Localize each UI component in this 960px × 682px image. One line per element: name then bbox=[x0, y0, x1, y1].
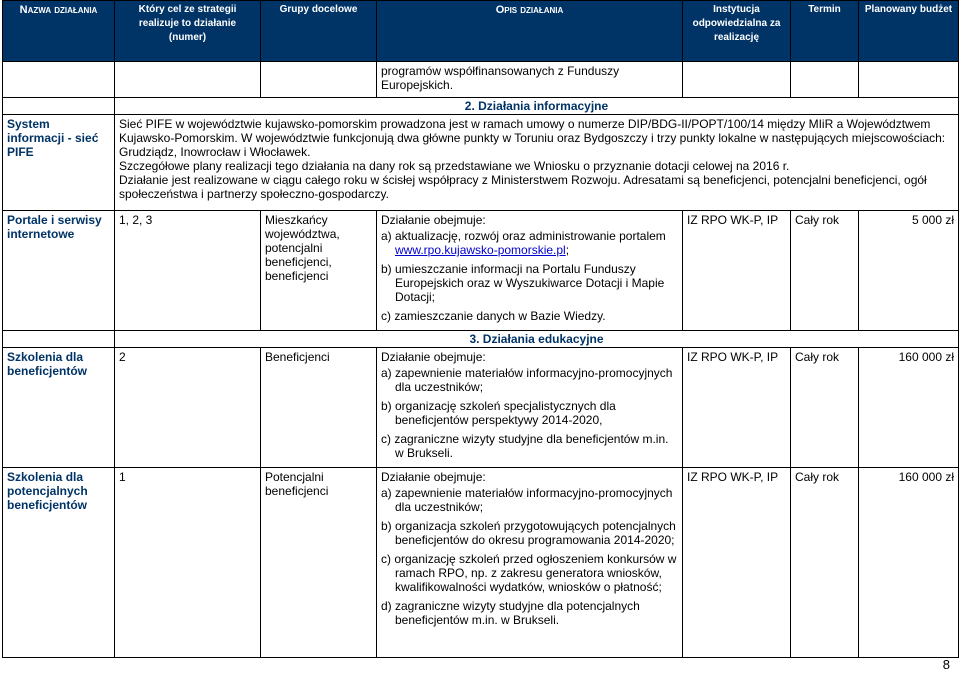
description-list bbox=[381, 229, 678, 323]
row-institution: IZ RPO WK-P, IP bbox=[683, 211, 791, 331]
description-lead: Działanie obejmuje: bbox=[381, 213, 486, 227]
cell-empty bbox=[3, 62, 115, 98]
row-target-groups: Beneficjenci bbox=[261, 348, 377, 468]
section-row bbox=[3, 98, 959, 115]
action-plan-table bbox=[2, 0, 959, 658]
row-description bbox=[377, 468, 683, 658]
table-header-row bbox=[3, 1, 959, 62]
cell-empty bbox=[791, 62, 859, 98]
row-term: Cały rok bbox=[791, 211, 859, 331]
list-item: d) zagraniczne wizyty studyjne dla potencjalnych beneficjentów m.in. w Brukseli. bbox=[381, 599, 640, 627]
portal-link[interactable]: www.rpo.kujawsko-pomorskie.pl bbox=[395, 243, 566, 257]
list-item: a) zapewnienie materiałów informacyjno-promocyjnych dla uczestników; bbox=[381, 366, 673, 394]
list-item-tail: ; bbox=[565, 243, 570, 257]
list-item: a) zapewnienie materiałów informacyjno-promocyjnych dla uczestników; bbox=[381, 486, 673, 514]
cell-empty bbox=[3, 331, 115, 348]
table-row bbox=[3, 348, 959, 468]
row-name-training-beneficiaries: Szkolenia dla beneficjentów bbox=[3, 348, 115, 468]
row-description bbox=[377, 211, 683, 331]
row-goal: 2 bbox=[115, 348, 261, 468]
cell-empty bbox=[683, 62, 791, 98]
list-item: c) zagraniczne wizyty studyjne dla beneficjentów m.in. w Brukseli. bbox=[381, 432, 669, 460]
row-budget: 5 000 zł bbox=[859, 211, 959, 331]
row-institution: IZ RPO WK-P, IP bbox=[683, 348, 791, 468]
section-row bbox=[3, 331, 959, 348]
header-budget: Planowany budżet bbox=[859, 1, 959, 62]
row-term: Cały rok bbox=[791, 468, 859, 658]
list-item: b) organizację szkoleń specjalistycznych dla beneficjentów perspektywy 2014-2020, bbox=[381, 399, 616, 427]
cell-empty bbox=[115, 62, 261, 98]
description-lead: Działanie obejmuje: bbox=[381, 350, 486, 364]
description-list bbox=[381, 486, 678, 627]
cell-empty bbox=[261, 62, 377, 98]
page-number: 8 bbox=[942, 657, 950, 672]
header-term: Termin bbox=[791, 1, 859, 62]
continuation-text: programów współfinansowanych z Funduszy Europejskich. bbox=[377, 62, 683, 98]
header-description: Opis działania bbox=[377, 1, 683, 62]
description-list bbox=[381, 366, 678, 460]
pife-description bbox=[115, 115, 959, 211]
row-goal: 1, 2, 3 bbox=[115, 211, 261, 331]
row-goal: 1 bbox=[115, 468, 261, 658]
pife-paragraph-1: Sieć PIFE w województwie kujawsko-pomorskim prowadzona jest w ramach umowy o numerze DIP/BDG-II/POPT/100/14 między MIiR a Województwem Kujawsko-Pomorskim. W województwie funkcjonują dwa główne punkty w Toruniu oraz Bydgoszczy i trzy punkty lokalne w następujących miejscowościach: Grudziądz, Inowrocław i Włocławek. bbox=[119, 117, 946, 159]
section-title-educational: 3. Działania edukacyjne bbox=[115, 331, 959, 348]
list-item bbox=[381, 229, 678, 257]
row-name-training-potential: Szkolenia dla potencjalnych beneficjentów bbox=[3, 468, 115, 658]
table-row bbox=[3, 62, 959, 98]
row-name-portals: Portale i serwisy internetowe bbox=[3, 211, 115, 331]
header-target-groups: Grupy docelowe bbox=[261, 1, 377, 62]
row-budget: 160 000 zł bbox=[859, 468, 959, 658]
cell-empty bbox=[859, 62, 959, 98]
header-goal: Który cel ze strategii realizuje to działanie (numer) bbox=[115, 1, 261, 62]
cell-empty bbox=[3, 98, 115, 115]
list-item-text: a) aktualizację, rozwój oraz administrowanie portalem bbox=[381, 229, 666, 243]
list-item: b) umieszczanie informacji na Portalu Funduszy Europejskich oraz w Wyszukiwarce Dotacji i Mapie Dotacji; bbox=[381, 262, 665, 304]
pife-paragraph-2: Szczegółowe plany realizacji tego działania na dany rok są przedstawiane we Wniosku o przyznanie dotacji celowej na 2016 r. bbox=[119, 159, 790, 173]
row-budget: 160 000 zł bbox=[859, 348, 959, 468]
row-target-groups: Potencjalni beneficjenci bbox=[261, 468, 377, 658]
row-target-groups: Mieszkańcy województwa, potencjalni beneficjenci, beneficjenci bbox=[261, 211, 377, 331]
list-item: c) organizację szkoleń przed ogłoszeniem konkursów w ramach RPO, np. z zakresu generatora wniosków, kwalifikowalności wydatków, wniosków o płatność; bbox=[381, 552, 677, 594]
section-title-informational: 2. Działania informacyjne bbox=[115, 98, 959, 115]
table-row bbox=[3, 115, 959, 211]
row-name-pife: System informacji - sieć PIFE bbox=[3, 115, 115, 211]
row-term: Cały rok bbox=[791, 348, 859, 468]
header-name: Nazwa działania bbox=[3, 1, 115, 62]
pife-paragraph-3: Działanie jest realizowane w ciągu całego roku w ścisłej współpracy z Ministerstwem Rozwoju. Adresatami są beneficjenci, potencjalni beneficjenci, ogół społeczeństwa i partnerzy społeczno-gospodarczy. bbox=[119, 173, 927, 201]
table-row bbox=[3, 468, 959, 658]
row-institution: IZ RPO WK-P, IP bbox=[683, 468, 791, 658]
row-description bbox=[377, 348, 683, 468]
description-lead: Działanie obejmuje: bbox=[381, 470, 486, 484]
list-item: b) organizacja szkoleń przygotowujących potencjalnych beneficjentów do okresu programowania 2014-2020; bbox=[381, 519, 676, 547]
table-row bbox=[3, 211, 959, 331]
list-item: c) zamieszczanie danych w Bazie Wiedzy. bbox=[381, 309, 606, 323]
header-institution: Instytucja odpowiedzialna za realizację bbox=[683, 1, 791, 62]
